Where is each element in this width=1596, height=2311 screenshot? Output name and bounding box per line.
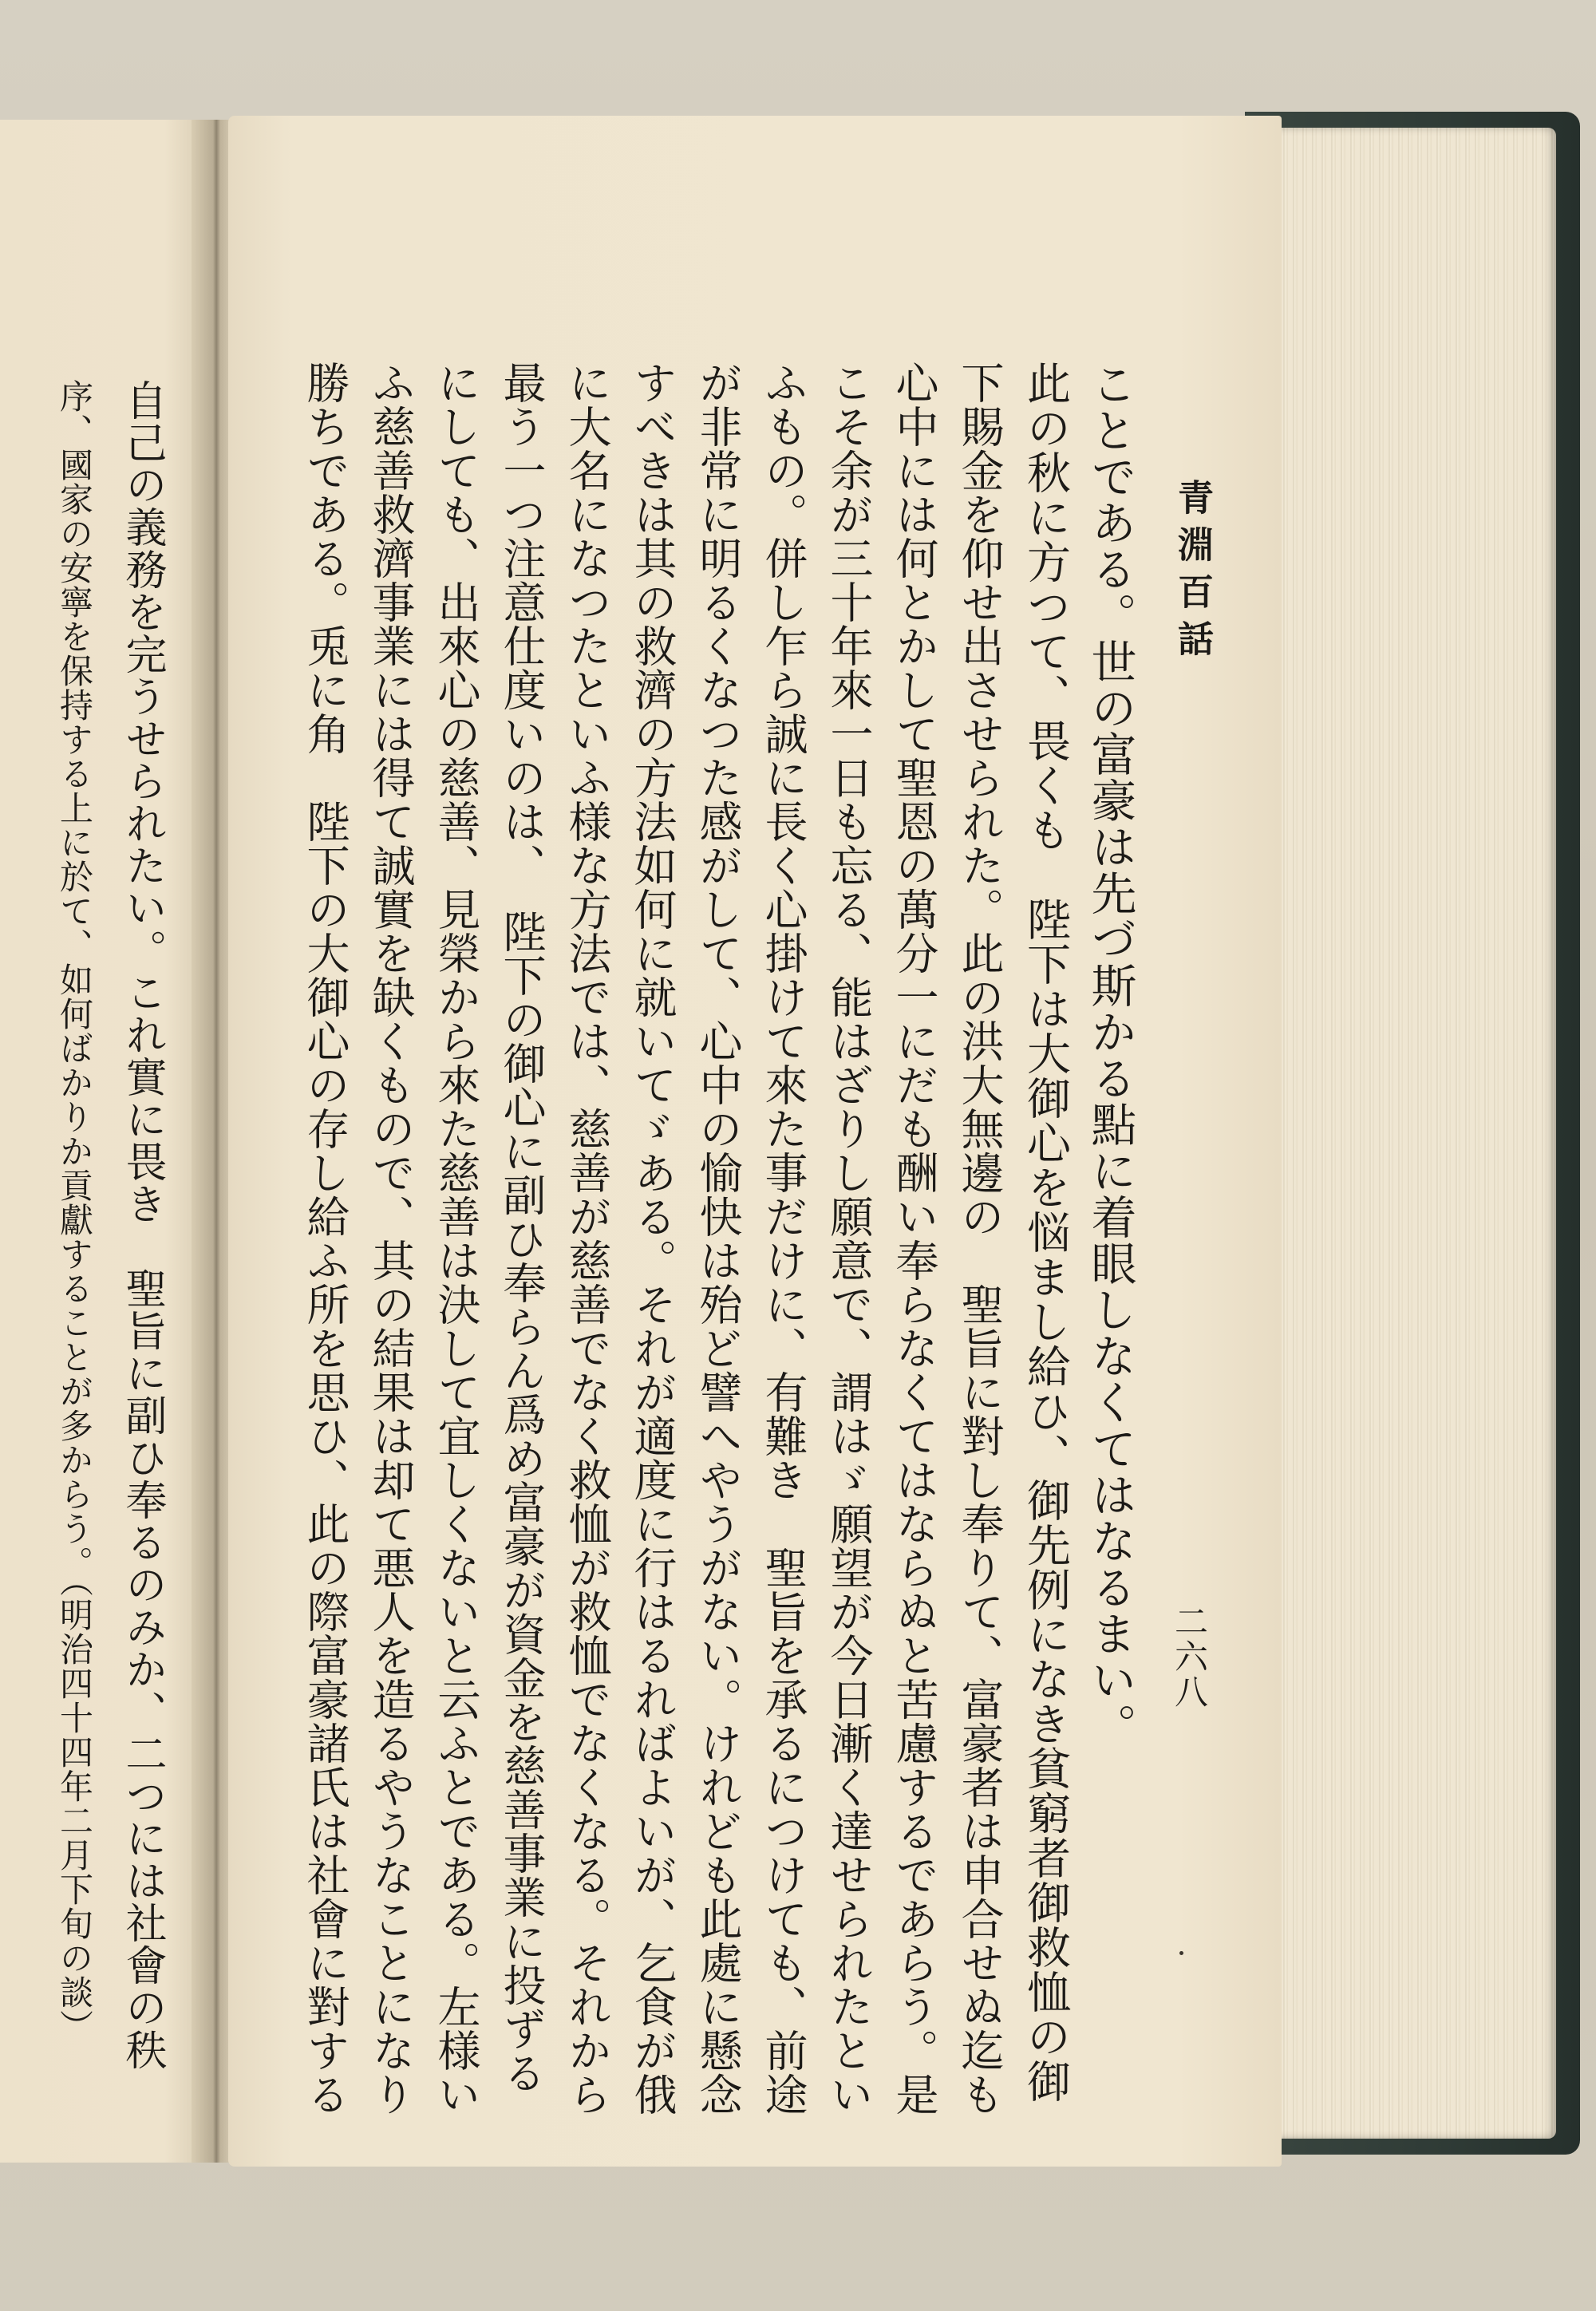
page-number: 二六八 — [1170, 1604, 1209, 1709]
body-line: 此の秋に方つて、畏くも 陛下は大御心を悩まし給ひ、御先例になき貧窮者御救恤の御 — [1020, 361, 1071, 2104]
body-line: 最う一つ注意仕度いのは、 陛下の御心に副ひ奉らん爲め富豪が資金を慈善事業に投ずる — [496, 361, 547, 2095]
page-title: 青淵百話 — [1171, 479, 1214, 667]
print-mark — [1179, 1951, 1183, 1955]
body-line: 下賜金を仰せ出させられた。此の洪大無邊の 聖旨に對し奉りて、富豪者は申合せぬ迄も — [954, 361, 1005, 2116]
body-line: すべきは其の救濟の方法如何に就いてゞある。それが適度に行はるればよいが、乞食が俄 — [627, 361, 678, 2116]
body-line: ことである。世の富豪は先づ斯かる點に着眼しなくてはなるまい。 — [1084, 361, 1136, 1749]
body-line: ふもの。併し乍ら誠に長く心掛けて來た事だけに、有難き 聖旨を承るにつけても、前途 — [758, 361, 808, 2116]
body-line: にしても、出來心の慈善、見榮から來た慈善は決して宜しくないと云ふとである。左様い — [431, 361, 481, 2116]
left-page-line: 自己の義務を完うせられたい。これ實に畏き 聖旨に副ひ奉るのみか、二つには社會の秩 — [118, 379, 166, 2071]
body-line: ふ慈善救濟事業には得て誠實を缺くもので、其の結果は却て悪人を造るやうなことになり — [365, 361, 416, 2116]
left-page-line: 序、國家の安寧を保持する上に於て、如何ばかりか貢獻することが多からう。（明治四十四年二月下旬の談） — [55, 379, 94, 2044]
body-line: こそ余が三十年來一日も忘る、能はざりし願意で、謂はゞ願望が今日漸く達せられたとい — [824, 361, 874, 2116]
body-line: が非常に明るくなつた感がして、心中の愉快は殆ど譬へやうがない。けれども此處に懸念 — [693, 361, 743, 2116]
body-line: 勝ちである。兎に角 陛下の大御心の存し給ふ所を思ひ、此の際富豪諸氏は社會に對する — [300, 361, 350, 2116]
page-edges — [1269, 128, 1556, 2139]
body-line: 心中には何とかして聖恩の萬分一にだも酬い奉らなくてはならぬと苦慮するであらう。是 — [889, 361, 939, 2116]
left-page — [0, 120, 206, 2163]
body-line: に大名になつたといふ様な方法では、慈善が慈善でなく救恤が救恤でなくなる。それから — [562, 361, 612, 2116]
